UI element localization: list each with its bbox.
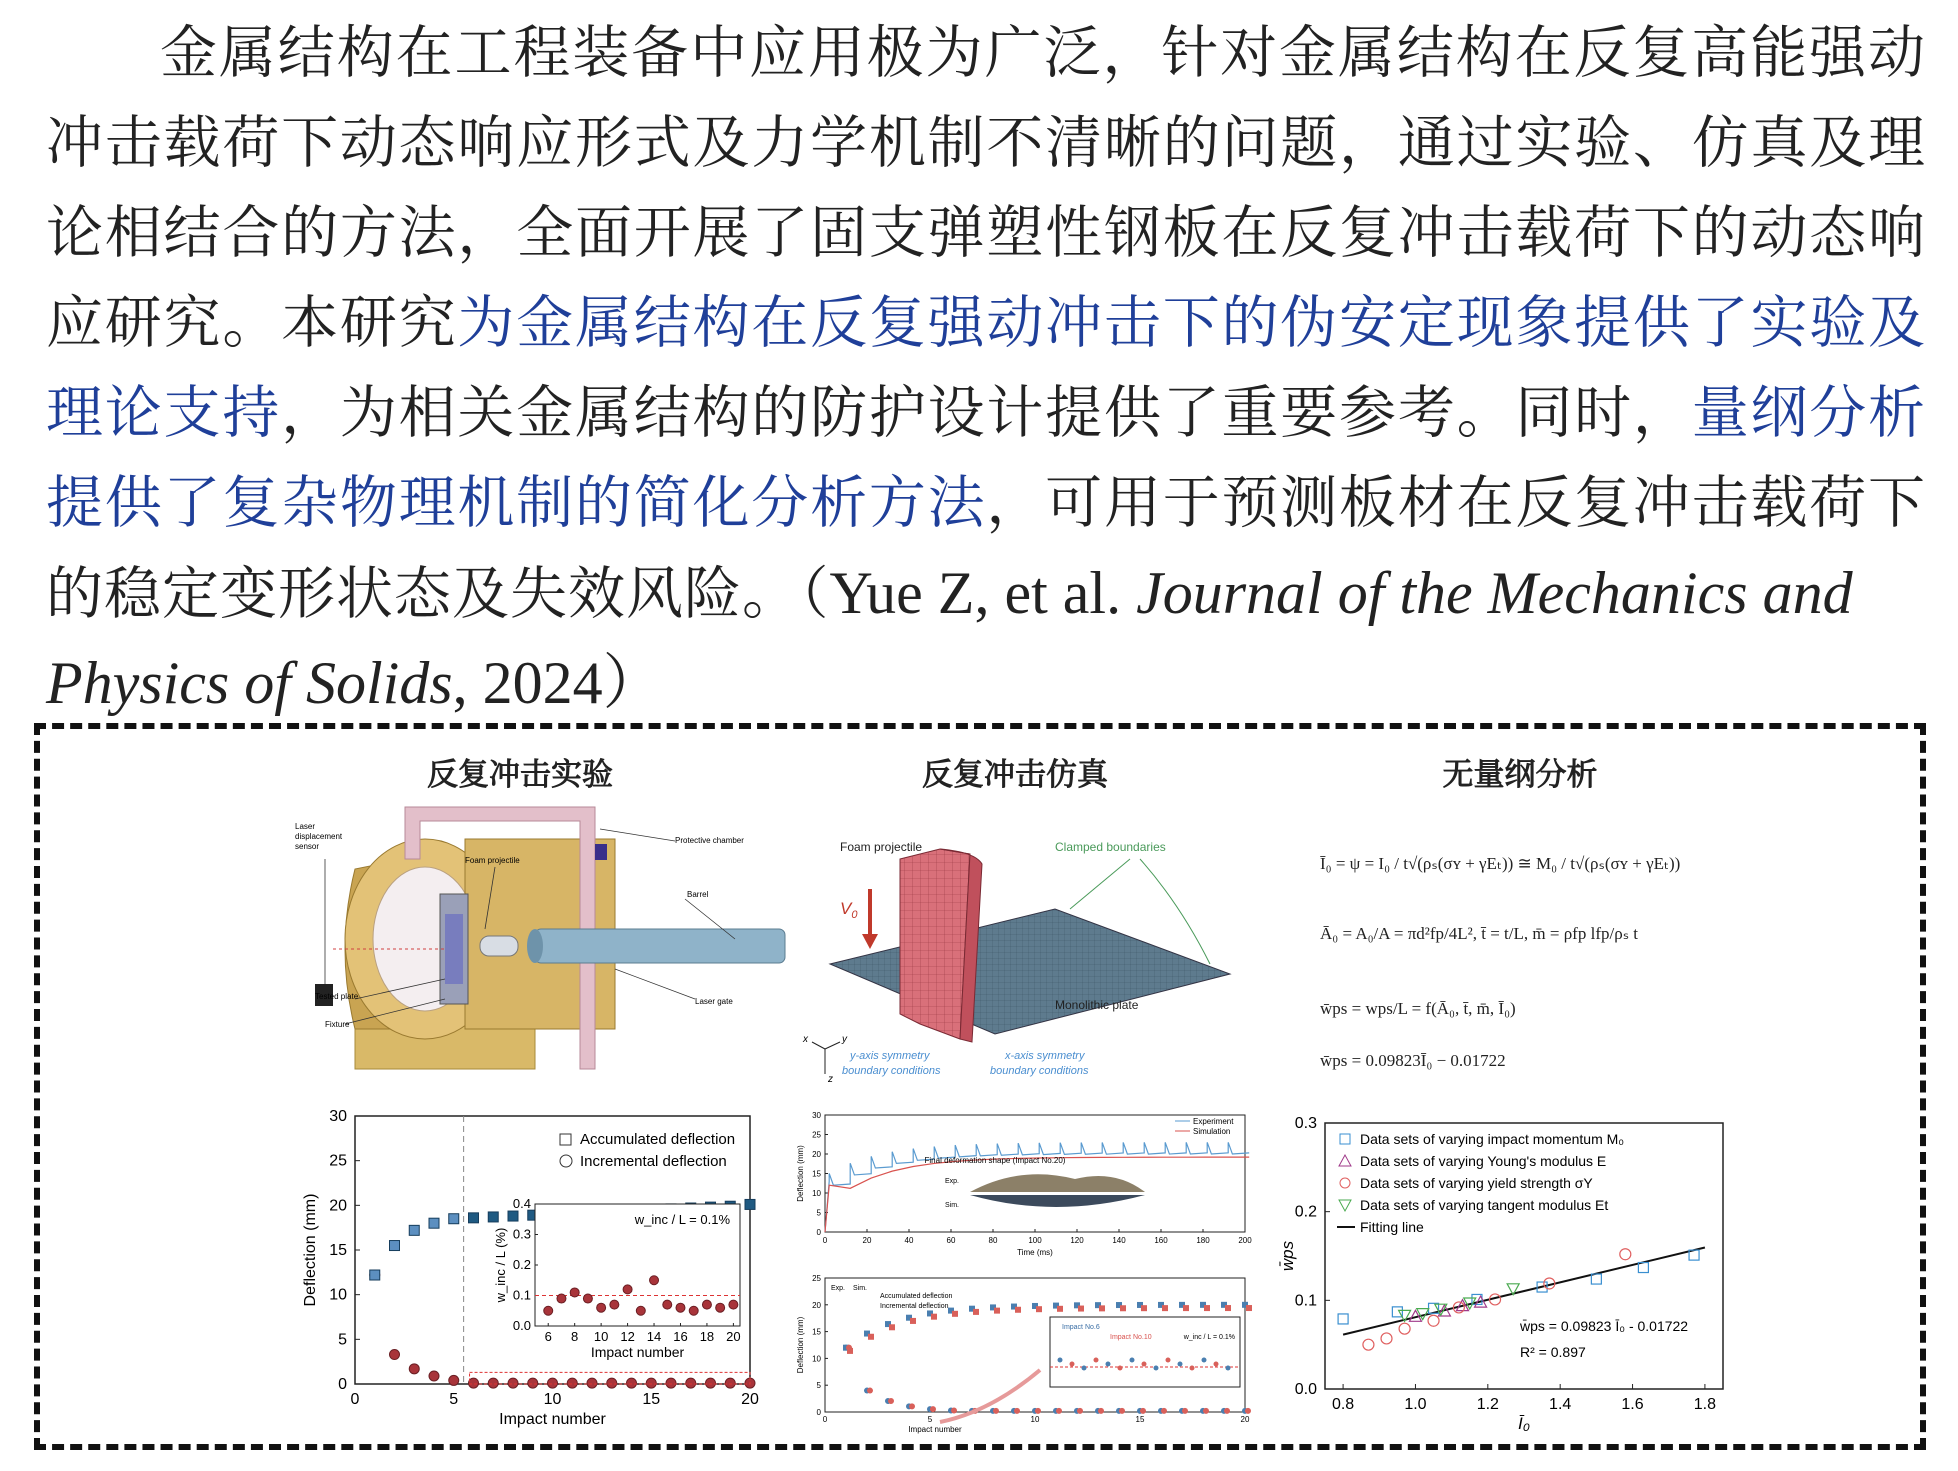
y-tick-label: 20	[812, 1150, 821, 1159]
highlight-text: 理论支持	[46, 380, 282, 446]
accumulated-sim-point	[1120, 1305, 1126, 1311]
x-tick-label: 40	[904, 1236, 914, 1245]
x-tick-label: 80	[988, 1236, 998, 1245]
inset-y-label: w_inc / L (%)	[493, 1227, 508, 1303]
incremental-point	[508, 1378, 518, 1388]
y-tick-label: 0.3	[1294, 1115, 1317, 1132]
incremental-point	[666, 1378, 676, 1388]
inset-point	[1190, 1366, 1195, 1371]
equation-1: Ī₀ = ψ = I₀ / t√(ρₛ(σʏ + γEₜ)) ≅ M₀ / t√(ρₛ(σʏ + γEₜ))	[1320, 854, 1681, 873]
accumulated-sim-point	[1036, 1306, 1042, 1312]
x-tick-label: 15	[642, 1391, 661, 1408]
inset-point	[557, 1294, 566, 1303]
axis-x-label: x	[803, 1034, 808, 1045]
legend-label: Data sets of varying tangent modulus Et	[1360, 1197, 1609, 1213]
label-y-symmetry: y-axis symmetry	[850, 1050, 930, 1062]
accumulated-sim-point	[1078, 1306, 1084, 1312]
accumulated-point	[390, 1241, 400, 1251]
inset-point	[597, 1303, 606, 1312]
x-tick-label: 15	[1135, 1415, 1145, 1424]
x-tick-label: 20	[1240, 1415, 1250, 1424]
inset-y-tick-label: 0.1	[512, 1287, 531, 1303]
inset-annotation: w_inc / L = 0.1%	[634, 1212, 730, 1227]
inset-point	[636, 1306, 645, 1315]
inset-point	[1058, 1358, 1063, 1363]
legend-label: Incremental deflection	[880, 1303, 949, 1310]
x-tick-label: 1.8	[1693, 1396, 1717, 1413]
y-tick-label: 10	[812, 1354, 821, 1364]
incremental-point	[627, 1378, 637, 1388]
incremental-point	[686, 1378, 696, 1388]
legend-header: Sim.	[853, 1285, 867, 1292]
incremental-point	[587, 1378, 597, 1388]
x-axis-label: Impact number	[499, 1411, 606, 1428]
label-foam-projectile-fem: Foam projectile	[840, 840, 923, 854]
y-axis-label: Deflection (mm)	[796, 1316, 805, 1374]
x-tick-label: 0.8	[1331, 1396, 1355, 1413]
incremental-point	[429, 1371, 439, 1381]
accumulated-sim-point	[1141, 1305, 1147, 1311]
accumulated-sim-point	[931, 1314, 937, 1320]
chart-simulation-time-history	[785, 1107, 1255, 1267]
inset-x-label: Impact number	[590, 1344, 685, 1360]
incremental-sim-point	[1035, 1408, 1041, 1414]
chart-dimensionless-fit	[1265, 1109, 1735, 1439]
x-axis-label: Time (ms)	[1017, 1248, 1053, 1257]
legend-marker	[1340, 1134, 1350, 1144]
inset-point	[570, 1288, 579, 1297]
inset-row-label: Sim.	[945, 1202, 959, 1209]
label-laser-gate: Laser gate	[695, 997, 733, 1006]
inset-point	[1202, 1358, 1207, 1363]
legend-header: Exp.	[831, 1285, 846, 1292]
zoom-arrow	[940, 1370, 1040, 1422]
inset-point	[544, 1306, 553, 1315]
x-axis-label: Ī₀	[1518, 1414, 1530, 1433]
y-tick-label: 5	[338, 1331, 347, 1349]
citation-journal: Journal of the Mechanics and	[1136, 560, 1853, 626]
incremental-sim-point	[1161, 1408, 1167, 1414]
y-tick-label: 5	[816, 1381, 821, 1391]
label-v0: $V_0$	[840, 899, 858, 921]
label-monolithic-plate: Monolithic plate	[1055, 998, 1139, 1012]
paragraph-line	[46, 638, 1926, 728]
label-clamped-boundaries: Clamped boundaries	[1055, 840, 1166, 854]
y-tick-label: 15	[812, 1327, 821, 1337]
label-x-symmetry: x-axis symmetry	[1005, 1050, 1085, 1062]
incremental-point	[528, 1378, 538, 1388]
inset-point	[610, 1300, 619, 1309]
x-axis-label: Impact number	[908, 1425, 962, 1434]
x-tick-label: 1.6	[1621, 1396, 1644, 1413]
label-protective-chamber: Protective chamber	[675, 836, 744, 845]
y-tick-label: 25	[329, 1152, 347, 1170]
accumulated-sim-point	[1246, 1305, 1252, 1311]
accumulated-sim-point	[1057, 1306, 1063, 1312]
x-tick-label: 140	[1112, 1236, 1126, 1245]
y-tick-label: 30	[329, 1108, 347, 1125]
inset-annotation: Impact No.10	[1110, 1334, 1152, 1341]
legend-marker	[1340, 1178, 1350, 1188]
accumulated-sim-point	[868, 1334, 874, 1340]
label-y-symmetry-bc: boundary conditions	[842, 1065, 941, 1077]
x-tick-label: 160	[1154, 1236, 1168, 1245]
label-tested-plate: Tested plate	[315, 992, 359, 1001]
label-fixture: Fixture	[325, 1020, 350, 1029]
equation-4: w̄ps = 0.09823Ī₀ − 0.01722	[1320, 1051, 1506, 1070]
y-tick-label: 15	[812, 1169, 821, 1179]
citation-authors: Yue Z, et al.	[829, 560, 1137, 626]
incremental-point	[548, 1378, 558, 1388]
legend-label: Accumulated deflection	[580, 1131, 736, 1148]
y-tick-label: 10	[329, 1286, 347, 1304]
incremental-sim-point	[1224, 1408, 1230, 1414]
x-tick-label: 20	[741, 1391, 759, 1408]
inset-point	[689, 1306, 698, 1315]
x-tick-label: 200	[1238, 1236, 1252, 1245]
paragraph-line: 论相结合的方法，全面开展了固支弹塑性钢板在反复冲击载荷下的动态响	[46, 200, 1926, 266]
legend-label: Data sets of varying impact momentum M₀	[1360, 1131, 1625, 1147]
point-yield	[1428, 1315, 1439, 1326]
highlight-text: 为金属结构在反复强动冲击下的伪安定现象提供了实验及	[457, 290, 1927, 356]
chart-experiment-deflection	[295, 1104, 765, 1434]
y-axis-label: w̄ps	[1278, 1240, 1297, 1272]
paragraph-line: 金属结构在工程装备中应用极为广泛，针对金属结构在反复高能强动	[160, 20, 1926, 86]
inset-annotation: Impact No.6	[1062, 1324, 1100, 1331]
accumulated-point	[469, 1213, 479, 1223]
inset-annotation: w_inc / L = 0.1%	[1183, 1334, 1235, 1341]
incremental-point	[409, 1364, 419, 1374]
legend-label: Data sets of varying Young's modulus E	[1360, 1153, 1607, 1169]
accumulated-sim-point	[1015, 1307, 1021, 1313]
highlight-text: 提供了复杂物理机制的简化分析方法	[46, 470, 987, 536]
accumulated-sim-point	[952, 1311, 958, 1317]
highlight-text: 量纲分析	[1691, 380, 1927, 446]
inset-point	[1214, 1362, 1219, 1367]
inset-point	[1154, 1366, 1159, 1371]
incremental-sim-point	[1098, 1408, 1104, 1414]
incremental-sim-point	[993, 1408, 999, 1414]
legend-marker	[1339, 1200, 1351, 1211]
x-tick-label: 20	[862, 1236, 872, 1245]
incremental-sim-point	[1182, 1408, 1188, 1414]
y-tick-label: 0	[338, 1376, 347, 1393]
label-foam-projectile: Foam projectile	[465, 856, 520, 865]
inset-y-tick-label: 0.3	[512, 1226, 531, 1242]
y-tick-label: 30	[812, 1111, 821, 1120]
y-tick-label: 0.2	[1294, 1203, 1317, 1221]
x-tick-label: 0	[350, 1391, 360, 1408]
citation-journal: Physics of Solids	[46, 650, 453, 716]
accumulated-sim-point	[1162, 1305, 1168, 1311]
column-title-experiment: 反复冲击实验	[427, 757, 613, 793]
foam-projectile-mesh	[900, 849, 970, 1039]
sim-shape	[970, 1195, 1145, 1207]
incremental-sim-point	[930, 1406, 936, 1412]
legend-marker	[1339, 1155, 1351, 1166]
accumulated-point	[508, 1211, 518, 1221]
legend-label: Simulation	[1193, 1127, 1231, 1136]
legend-label: Incremental deflection	[580, 1153, 727, 1170]
legend-label: Fitting line	[1360, 1219, 1424, 1235]
inset-x-tick-label: 20	[726, 1329, 741, 1344]
point-yield	[1381, 1333, 1392, 1344]
incremental-sim-point	[1077, 1408, 1083, 1414]
incremental-point	[488, 1378, 498, 1388]
equation-2: Ā₀ = A₀/A = πd²fp/4L², t̄ = t/L, m̄ = ρfp lfp/ρₛ t	[1320, 924, 1639, 943]
inset-point	[702, 1300, 711, 1309]
inset-point	[1070, 1362, 1075, 1367]
point-yield	[1399, 1323, 1410, 1334]
inset-point	[676, 1303, 685, 1312]
inset-x-tick-label: 18	[699, 1329, 715, 1344]
axis-z-label: z	[828, 1074, 833, 1085]
paragraph-line: 理论支持，为相关金属结构的防护设计提供了重要参考。同时，量纲分析	[46, 380, 1927, 446]
experiment-apparatus-illustration	[295, 799, 795, 1074]
inset-point	[1226, 1366, 1231, 1371]
incremental-point	[567, 1378, 577, 1388]
x-tick-label: 120	[1070, 1236, 1084, 1245]
inset-point	[623, 1285, 632, 1294]
abstract-paragraph	[46, 8, 1926, 728]
x-tick-label: 1.0	[1404, 1396, 1427, 1413]
inset-x-tick-label: 14	[646, 1329, 662, 1344]
inset-x-tick-label: 12	[620, 1329, 635, 1344]
accumulated-sim-point	[910, 1318, 916, 1324]
incremental-point	[706, 1378, 716, 1388]
accumulated-point	[488, 1212, 498, 1222]
incremental-sim-point	[1140, 1408, 1146, 1414]
label-laser-sensor: Laser displacement sensor	[295, 822, 343, 851]
legend-marker-accumulated	[560, 1134, 571, 1145]
incremental-sim-point	[888, 1398, 894, 1404]
barrel	[535, 929, 785, 963]
y-tick-label: 5	[816, 1208, 821, 1218]
incremental-sim-point	[1119, 1408, 1125, 1414]
simulation-curve	[825, 1157, 1249, 1232]
point-yield	[1620, 1249, 1631, 1260]
accumulated-sim-point	[889, 1324, 895, 1330]
inset-y-tick-label: 0.4	[512, 1196, 531, 1211]
point-yield	[1363, 1339, 1374, 1350]
inset-title: Final deformation shape (Impact No.20)	[924, 1156, 1066, 1165]
accumulated-sim-point	[1183, 1305, 1189, 1311]
accumulated-point	[745, 1199, 755, 1209]
inset-point	[663, 1300, 672, 1309]
y-tick-label: 0.0	[1294, 1381, 1317, 1398]
legend-label: Accumulated deflection	[880, 1293, 953, 1300]
incremental-point	[646, 1378, 656, 1388]
x-tick-label: 10	[1030, 1415, 1040, 1424]
exp-shape	[970, 1174, 1145, 1192]
paragraph-line: 应研究。本研究为金属结构在反复强动冲击下的伪安定现象提供了实验及	[46, 290, 1927, 356]
axis-y-label: y	[842, 1034, 847, 1045]
plot-frame	[825, 1115, 1245, 1232]
inset-x-tick-label: 16	[673, 1329, 688, 1344]
accumulated-point	[449, 1214, 459, 1224]
x-tick-label: 100	[1028, 1236, 1042, 1245]
monolithic-plate	[830, 909, 1230, 1034]
incremental-sim-point	[846, 1345, 852, 1351]
x-tick-label: 0	[822, 1415, 828, 1424]
y-tick-label: 0	[816, 1408, 821, 1417]
incremental-sim-point	[1014, 1408, 1020, 1414]
x-tick-label: 5	[449, 1391, 459, 1408]
inset-point	[583, 1294, 592, 1303]
inset-x-tick-label: 6	[544, 1329, 552, 1344]
legend-marker-incremental	[560, 1155, 572, 1167]
equation-3: w̄ps = wps/L = f(Ā₀, t̄, m̄, Ī₀)	[1320, 999, 1516, 1018]
label-barrel: Barrel	[687, 890, 709, 899]
column-title-dimensionless: 无量纲分析	[1442, 757, 1598, 793]
paragraph-line: 提供了复杂物理机制的简化分析方法，可用于预测板材在反复冲击载荷下	[46, 470, 1927, 536]
inset-point	[1178, 1362, 1183, 1367]
accumulated-sim-point	[1204, 1305, 1210, 1311]
inset-point	[1142, 1362, 1147, 1367]
accumulated-point	[429, 1218, 439, 1228]
point-momentum	[1338, 1314, 1348, 1324]
inset-x-tick-label: 10	[593, 1329, 609, 1344]
inset-y-tick-label: 0.2	[512, 1257, 531, 1272]
inset-point	[650, 1276, 659, 1285]
accumulated-sim-point	[973, 1309, 979, 1315]
y-tick-label: 25	[812, 1130, 821, 1140]
x-tick-label: 5	[927, 1415, 933, 1424]
inset-point	[716, 1303, 725, 1312]
foam-projectile	[480, 936, 518, 956]
inset-point	[729, 1300, 738, 1309]
point-momentum	[1591, 1274, 1601, 1284]
incremental-point	[725, 1378, 735, 1388]
citation-year: , 2024）	[452, 650, 663, 716]
inset-point	[1082, 1366, 1087, 1371]
x-tick-label: 180	[1196, 1236, 1210, 1245]
accumulated-sim-point	[1099, 1305, 1105, 1311]
incremental-point	[607, 1378, 617, 1388]
incremental-sim-point	[1245, 1408, 1251, 1414]
y-tick-label: 0.1	[1294, 1292, 1317, 1310]
y-tick-label: 15	[329, 1242, 347, 1259]
inset-point	[1106, 1362, 1111, 1367]
x-tick-label: 60	[946, 1236, 956, 1245]
inset-point	[1094, 1358, 1099, 1363]
y-axis-label: Deflection (mm)	[302, 1193, 319, 1307]
incremental-sim-point	[909, 1403, 915, 1409]
y-tick-label: 25	[812, 1274, 821, 1283]
inset-point	[1118, 1366, 1123, 1371]
inset-y-tick-label: 0.0	[512, 1318, 531, 1333]
inset-point	[1130, 1358, 1135, 1363]
accumulated-sim-point	[994, 1308, 1000, 1314]
y-tick-label: 0	[816, 1228, 821, 1237]
simulation-fem-illustration	[800, 814, 1250, 1094]
figure-frame	[34, 723, 1926, 1450]
fit-equation: w̄ps = 0.09823 Ī₀ - 0.01722	[1520, 1318, 1689, 1334]
chart-simulation-deflection	[785, 1272, 1255, 1437]
incremental-point	[390, 1350, 400, 1360]
y-tick-label: 20	[329, 1197, 347, 1215]
x-tick-label: 1.4	[1549, 1396, 1572, 1413]
x-tick-label: 1.2	[1476, 1396, 1499, 1413]
laser-gate	[595, 844, 607, 860]
accumulated-point	[409, 1225, 419, 1235]
coordinate-axes	[812, 1042, 840, 1074]
legend-label: Experiment	[1193, 1117, 1234, 1126]
x-tick-label: 10	[543, 1391, 562, 1408]
paragraph-line: 冲击载荷下动态响应形式及力学机制不清晰的问题，通过实验、仿真及理	[46, 110, 1926, 176]
incremental-sim-point	[1203, 1408, 1209, 1414]
fit-r2: R² = 0.897	[1520, 1344, 1586, 1360]
label-x-symmetry-bc: boundary conditions	[990, 1065, 1089, 1077]
y-axis-label: Deflection (mm)	[796, 1145, 805, 1202]
accumulated-point	[370, 1270, 380, 1280]
inset-point	[1166, 1358, 1171, 1363]
x-tick-label: 0	[822, 1236, 828, 1245]
y-tick-label: 20	[812, 1300, 821, 1310]
incremental-sim-point	[867, 1388, 873, 1394]
incremental-point	[449, 1375, 459, 1385]
column-title-simulation: 反复冲击仿真	[922, 757, 1108, 793]
inset-x-tick-label: 8	[571, 1329, 579, 1344]
accumulated-sim-point	[1225, 1305, 1231, 1311]
inset-row-label: Exp.	[945, 1178, 960, 1185]
y-tick-label: 10	[812, 1189, 821, 1198]
incremental-sim-point	[1056, 1408, 1062, 1414]
paragraph-line: 的稳定变形状态及失效风险。（Yue Z, et al. Journal of the Mechanics and	[46, 560, 1853, 627]
legend-label: Data sets of varying yield strength σY	[1360, 1175, 1593, 1191]
incremental-sim-point	[951, 1408, 957, 1414]
